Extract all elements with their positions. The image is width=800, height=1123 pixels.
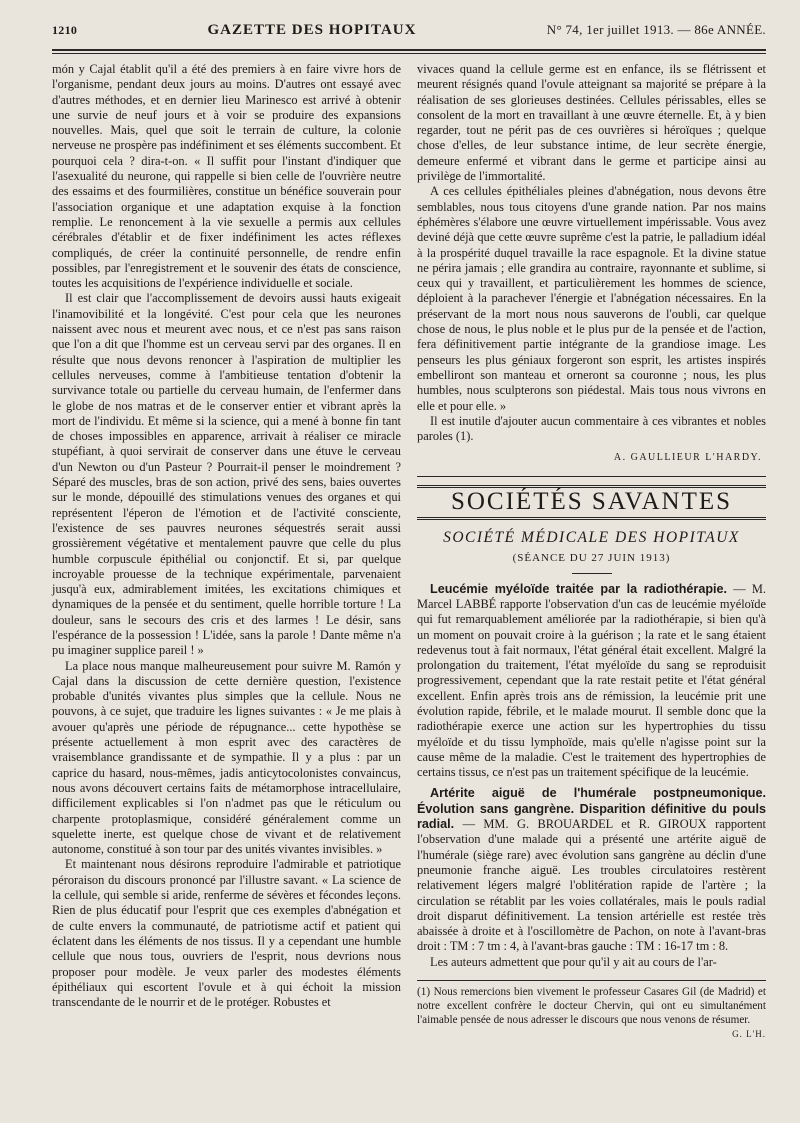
right-paragraph-3: Il est inutile d'ajouter aucun commentaire à ces vibrantes et nobles paroles (1). bbox=[417, 413, 766, 444]
left-paragraph-2: Il est clair que l'accomplissement de devoirs aussi hauts exigeait l'inamovibilité et la longévité. C'est pour cela que les neurones naissent avec nous et meurent avec nous, et ce n'est pas sans raison que l'on a dit que l'homme est un cerveau servi par des organes. Il en résulte que nous devons renoncer à l'aspiration de multiplier les cellules nerveuses, comme à l'ambitieuse tentation d'obtenir la survivance totale ou partielle du cerveau humain, de l'enfermer dans le globe de nos matras et de le conserver entier et vibrant après la mort de l'individu. Et même si la science, qui a mené à bonne fin tant de choses impossibles en apparence, arrivait à réaliser ce miracle stupéfiant, à quoi servirait de conserver dans une étuve le cerveau d'un Newton ou d'un Pasteur ? Pourrait-il penser le moindrement ? Séparé des muscles, bras de son action, privé des sens, baies ouvertes sur le monde, dépouillé des stimulations venues des organes et qui représentent l'éperon de l'émotion et de l'activité consciente, l'existence de ses pauvres neurones séquestrés serait aussi grossièrement végétative et mentalement pauvre que celle du plus humble corpuscule épithélial ou conjonctif. Et si, par quelque incroyable prouesse de la technique expérimentale, parvenaient jusqu'à eux, admirablement imitées, les excitations chimiques et dynamiques de la pensée et du sentiment, quelle horrible torture ! La douleur, sans le secours des cris et des larmes ! Le désir, sans l'espérance de la possession ! L'idée, sans la parole ! Dante même n'a pu imaginer supplice pareil ! » bbox=[52, 291, 401, 658]
article-1-title: Leucémie myéloïde traitée par la radiothérapie. bbox=[430, 581, 728, 596]
divider bbox=[417, 476, 766, 477]
article-1-text: — M. Marcel LABBÉ rapporte l'observation d'un cas de leucémie myéloïde qui fut remarquablement améliorée par la radiothérapie, si bien qu'à un moment on pouvait croire à la guérison ; la rate et le sang étaient redevenus tout à fait normaux, l'état général était excellent. Malgré la prolongation du traitement, l'état myéloïde du sang se reproduisit progressivement, cependant que la rate restait petite et l'état général excellent. Enfin après trois ans de rémission, la leucémie prit une évolution rapide, fébrile, et le malade mourut. Il semble donc que la radiothérapie exerce une action sur les hypertrophies du tissu myéloïde et du tissu lymphoïde, mais qu'elle n'agisse point sur la cause même de la maladie. C'est le traitement des hypertrophies de certains tissus, ce n'est pas un traitement spécifique de la leucémie. bbox=[417, 581, 766, 780]
section-header bbox=[417, 485, 766, 520]
left-paragraph-4: Et maintenant nous désirons reproduire l'admirable et patriotique péroraison du discours prononcé par l'illustre savant. « La science de la cellule, qui semble si aride, renferme de sévères et fécondes leçons. Rien de plus éducatif pour l'esprit que ces exemples d'abnégation et de culte envers la communauté, de patriotisme actif et patient qui éclatent dans les éléments de nos tissus. Il y a cependant une humble cellule que nous tous, ouvriers de l'esprit, nous devrions nous proposer pour modèle. Je veux parler des modestes éléments épithéliaux qui escortent l'ovule et à qui échoit la mission transcendante de le nourrir et de le protéger. Robustes et bbox=[52, 857, 401, 1010]
section-title: SOCIÉTÉS SAVANTES bbox=[450, 487, 733, 515]
page-number: 1210 bbox=[52, 23, 78, 37]
journal-title: GAZETTE DES HOPITAUX bbox=[207, 22, 417, 38]
left-column bbox=[52, 62, 401, 1041]
footnote-rule bbox=[417, 980, 766, 981]
page-header bbox=[52, 22, 766, 46]
footnote-signature: G. L'H. bbox=[732, 1029, 766, 1040]
right-column bbox=[417, 62, 766, 1041]
footnote bbox=[417, 985, 766, 1040]
left-paragraph-1: món y Cajal établit qu'il a été des premiers à en faire vivre hors de l'organisme, pendant deux jours au moins. D'autres ont essayé avec d'autres méthodes, et en dernier lieu Marinesco est arrivé à obtenir une survie de neuf jours et à voir se produire des expansions nouvelles. Mais, quel que soit le terrain de culture, la colonie nerveuse ne prospère pas indéfiniment et ses éléments succombent. Et pourquoi cela ? dira-t-on. « Il suffit pour l'instant d'indiquer que l'asexualité du neurone, qui rappelle si bien celle de l'ouvrière neutre des essaims et des fourmilières, constitue un bénéfice souverain pour l'association organique et une adaptation exquise à la fonction remplie. Le renoncement à la vie sexuelle a permis aux cellules cérébrales d'établir et de fixer indéfiniment les actes réflexes compliqués, de créer la continuité personnelle, de rendre enfin possibles, par l'enregistrement et le souvenir des états de conscience, toutes les acquisitions de l'expérience individuelle et sociale. bbox=[52, 62, 401, 291]
issue-info: N° 74, 1er juillet 1913. — 86e ANNÉE. bbox=[546, 22, 766, 37]
short-divider bbox=[572, 573, 612, 574]
columns bbox=[52, 62, 766, 1041]
article-2-continuation: Les auteurs admettent que pour qu'il y ait au cours de l'ar- bbox=[430, 954, 717, 969]
footnote-text: (1) Nous remercions bien vivement le professeur Casares Gil (de Madrid) et notre excellent confrère le docteur Chervin, qui ont eu simultanément l'aimable pensée de nous adresser le discours que nous venons de résumer. bbox=[417, 986, 766, 1027]
society-name: SOCIÉTÉ MÉDICALE DES HOPITAUX bbox=[443, 529, 740, 547]
article-2-text: — MM. G. BROUARDEL et R. GIROUX rapportent l'observation d'une malade qui a présenté une artérite aiguë de l'humérale (siège rare) avec évolution sans gangrène au déclin d'une pneumonie franche aiguë. Les troubles circulatoires restèrent relativement légers malgré l'oblitération rapide de l'artère ; la circulation se rétablit par les voies collatérales, mais le pouls radial droit disparut définitivement. La tension artérielle est restée très abaissée à droite et à l'oscillomètre de Pachon, on note à l'avant-bras droit : TM : 7 tm : 4, à l'avant-bras gauche : TM : 16-17 tm : 8. bbox=[417, 817, 766, 954]
header-rule bbox=[52, 49, 766, 54]
seance-date: (SÉANCE DU 27 JUIN 1913) bbox=[512, 552, 671, 565]
left-paragraph-3: La place nous manque malheureusement pour suivre M. Ramón y Cajal dans la discussion de cette dernière question, l'existence probable d'unités vivantes plus simples que la cellule. Nous ne pouvons, à ce sujet, que traduire les lignes suivantes : « Je me plais à avouer qu'après une période de répugnance... cette hypothèse se présente actuellement à mon esprit avec des caractères de vraisemblance grandissante et de sympathie. Il y a plus : par un caprice du hasard, nous-mêmes, jadis anticytocolonistes convaincus, nous avons découvert certains faits de métamorphose intracellulaire, difficilement explicables si l'on n'admet pas que le réticulum ou charpente protoplasmique, considéré généralement comme un squelette inerte, est quelque chose de vivant et de relativement autonome, constitué à son tour par des unités vivantes invisibles. » bbox=[52, 658, 401, 857]
article-1 bbox=[417, 582, 766, 781]
right-paragraph-2: A ces cellules épithéliales pleines d'abnégation, nous devons être semblables, nous tous citoyens d'une grande nation. Par nos mains éphémères s'élabore une œuvre virtuellement impérissable. Vous avez deviné déjà que cette œuvre suprême c'est la patrie, le palladium idéal à la prospérité duquel travaille la race espagnole. Et la divine statue ne périra jamais ; elle grandira au contraire, rayonnante et sublime, si ceux qui y travaillent, et particulièrement les hommes de science, déploient à la parachever l'énergie et l'abnégation nécessaires. En la préservant de la mort nous nous sauverons de l'oubli, car quelque chose de nous, le plus noble et le plus pur de la pensée et de l'action, fera définitivement partie intégrante de la grandiose image. Les penseurs les plus géniaux forgeront son esprit, les artistes inspirés embelliront son manteau et orneront sa couronne ; nous, les plus humbles, nous sculpterons son piédestal. Mais tous nous vivrons en elle et pour elle. » bbox=[417, 184, 766, 413]
article-2-title: Artérite aiguë de l'humérale postpneumonique. Évolution sans gangrène. Disparition définitive du pouls radial. bbox=[417, 786, 766, 832]
right-paragraph-1: vivaces quand la cellule germe est en enfance, ils se flétrissent et meurent résignés quand l'ovule atteignant sa majorité se prépare à la réalisation de ses glorieuses destinées. Cellules périssables, elles se consolent de la mort en travaillant à une œuvre éternelle. Et, à y bien regarder, tout ne périt pas de ces ouvrières si héroïques ; quelque chose d'elles, de leur substance intime, de leur secrète énergie, demeure enfermé et vibrant dans le germe et participe ainsi au privilège de l'immortalité. bbox=[417, 62, 766, 184]
article-2 bbox=[417, 786, 766, 954]
author-signature: A. GAULLIEUR L'HARDY. bbox=[613, 452, 762, 464]
